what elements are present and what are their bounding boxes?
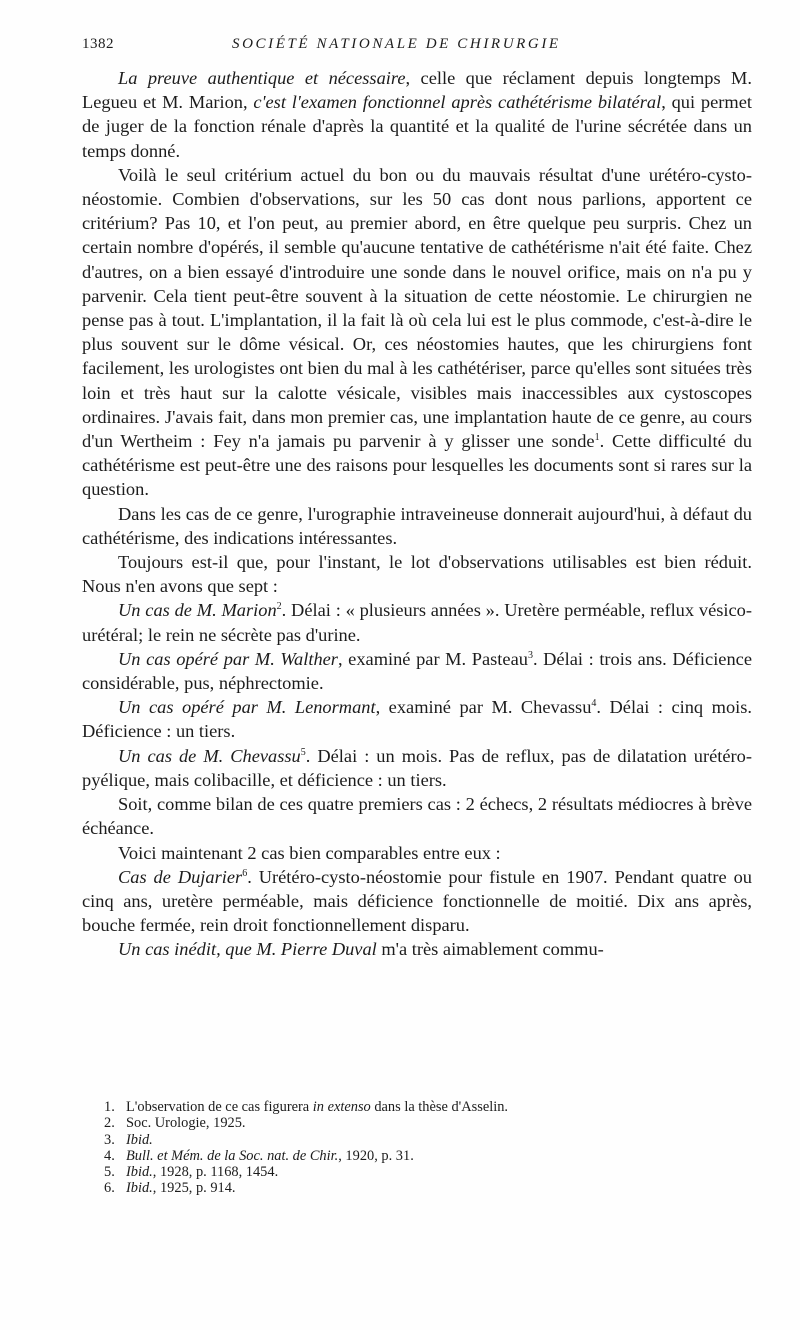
emphasis: Ibid.: [126, 1131, 153, 1148]
case-paragraph: [82, 647, 752, 695]
text-run: , 1920, p. 31.: [338, 1147, 414, 1164]
page-number: 1382: [82, 36, 114, 52]
emphasis: La preuve authentique et nécessaire: [118, 68, 406, 88]
footnote-ref: 6: [242, 867, 248, 879]
running-title: SOCIÉTÉ NATIONALE DE CHIRURGIE: [232, 36, 561, 52]
text-run: . Délai : « plusieurs années ». Uretère perméable, reflux vésico-urétéral; le rein ne sécrète pas d'urine.: [82, 600, 752, 645]
paragraph: Voici maintenant 2 cas bien comparables entre eux :: [118, 842, 501, 863]
paragraph: Toujours est-il que, pour l'instant, le lot d'observations utilisables est bien réduit. Nous n'en avons que sept :: [82, 552, 752, 597]
text-run: . Délai : un mois. Pas de reflux, pas de dilatation urétéro-pyélique, mais colibacille, et déficience : un tiers.: [82, 745, 752, 790]
text-run: , examiné par M. Chevassu: [375, 697, 592, 718]
footnote-number: 1.: [104, 1099, 115, 1115]
case-paragraph: [82, 598, 752, 646]
text-run: Soc. Urologie, 1925.: [126, 1115, 246, 1132]
footnote: [104, 1132, 744, 1148]
text-run: dans la thèse d'Asselin.: [370, 1099, 509, 1115]
emphasis: Un cas opéré par M. Walther: [118, 648, 338, 669]
text-run: . Cette difficulté du cathétérisme est peut-être une des raisons pour lesquelles les documents sont si rares sur la question.: [82, 431, 752, 500]
emphasis: c'est l'examen fonctionnel après cathétérisme bilatéral: [253, 92, 662, 113]
text-run: . Urétéro-cysto-néostomie pour fistule en 1907. Pendant quatre ou cinq ans, uretère perméable, mais déficience fonctionnelle de moitié. Dix ans après, bouche fermée, rein droit fonctionnellement disparu.: [82, 866, 753, 936]
case-paragraph: [82, 744, 752, 792]
footnote-ref: 1: [594, 431, 600, 443]
footnote-ref: 4: [591, 698, 597, 710]
footnote: [104, 1099, 744, 1115]
emphasis: Un cas inédit, que M. Pierre Duval: [118, 939, 377, 960]
emphasis: Un cas de M. Marion: [118, 600, 277, 621]
case-paragraph: [82, 937, 752, 961]
footnote-ref: 5: [300, 746, 306, 758]
footnote-number: 3.: [104, 1131, 115, 1148]
emphasis: Un cas opéré par M. Lenormant: [118, 697, 376, 718]
text-run: , 1928, p. 1168, 1454.: [152, 1164, 279, 1181]
footnote: [104, 1180, 744, 1196]
footnote: [104, 1148, 744, 1164]
footnote-number: 4.: [104, 1147, 115, 1164]
emphasis: Bull. et Mém. de la Soc. nat. de Chir.: [126, 1147, 339, 1164]
paragraph: [82, 66, 752, 163]
text-run: , 1925, p. 914.: [152, 1180, 236, 1197]
text-run: . Délai : cinq mois. Déficience : un tiers.: [82, 697, 752, 742]
footnote-number: 5.: [104, 1164, 115, 1181]
footnote-ref: 2: [276, 601, 282, 613]
footnote-number: 6.: [104, 1180, 115, 1197]
emphasis: Ibid.: [126, 1180, 153, 1197]
emphasis: Ibid.: [126, 1164, 153, 1181]
footnote: [104, 1115, 744, 1131]
case-paragraph: [82, 865, 752, 938]
footnote: [104, 1164, 744, 1180]
text-run: , celle que réclament depuis longtemps M. Legueu et M. Marion,: [82, 68, 753, 113]
page-header: [82, 36, 752, 58]
text-run: , qui permet de juger de la fonction rénale d'après la quantité et la qualité de l'urine sécrétée dans un temps donné.: [82, 92, 752, 161]
paragraph: [82, 163, 752, 502]
body-text: [82, 66, 752, 962]
text-run: Voilà le seul critérium actuel du bon ou du mauvais résultat d'une urétéro-cysto-néostomie. Combien d'observations, sur les 50 cas dont nous parlions, apportent ce critérium? Pas 10, et l'on peut, au premier abord, en être quelque peu surpris. Chez un certain nombre d'opérés, il semble qu'aucune tentative de cathétérisme n'ait été faite. Chez d'autres, on a bien essayé d'introduire une sonde dans le nouvel orifice, mais on n'a pu y parvenir. Cela tient peut-être souvent à la situation de cette néostomie. Le chirurgien ne pense pas à tout. L'implantation, il la fait là où cela lui est le plus commode, c'est-à-dire le plus souvent sur le dôme vésical. Or, ces néostomies hautes, que les chirurgiens font facilement, les urologistes ont bien du mal à les cathétériser, parce qu'elles sont situées très loin et très haut sur la calotte vésicale, visibles mais inaccessibles aux cystoscopes ordinaires. J'avais fait, dans mon premier cas, une implantation haute de ce genre, au cours d'un Wertheim : Fey n'a jamais pu parvenir à y glisser une sonde: [82, 164, 752, 452]
emphasis: in extenso: [312, 1099, 371, 1115]
case-paragraph: [82, 695, 752, 743]
paragraph: Dans les cas de ce genre, l'urographie intraveineuse donnerait aujourd'hui, à défaut du cathétérisme, des indications intéressantes.: [82, 503, 752, 548]
text-run: L'observation de ce cas figurera: [126, 1099, 313, 1115]
emphasis: Cas de Dujarier: [118, 866, 243, 887]
paragraph: Soit, comme bilan de ces quatre premiers cas : 2 échecs, 2 résultats médiocres à brève échéance.: [82, 794, 752, 839]
text-run: . Délai : trois ans. Déficience considérable, pus, néphrectomie.: [82, 648, 752, 694]
footnote-number: 2.: [104, 1115, 115, 1132]
emphasis: Un cas de M. Chevassu: [118, 745, 301, 766]
text-run: , examiné par M. Pasteau: [337, 648, 528, 669]
text-run: m'a très aimablement commu-: [376, 939, 604, 960]
footnotes: [104, 1099, 744, 1197]
footnote-ref: 3: [527, 649, 533, 661]
